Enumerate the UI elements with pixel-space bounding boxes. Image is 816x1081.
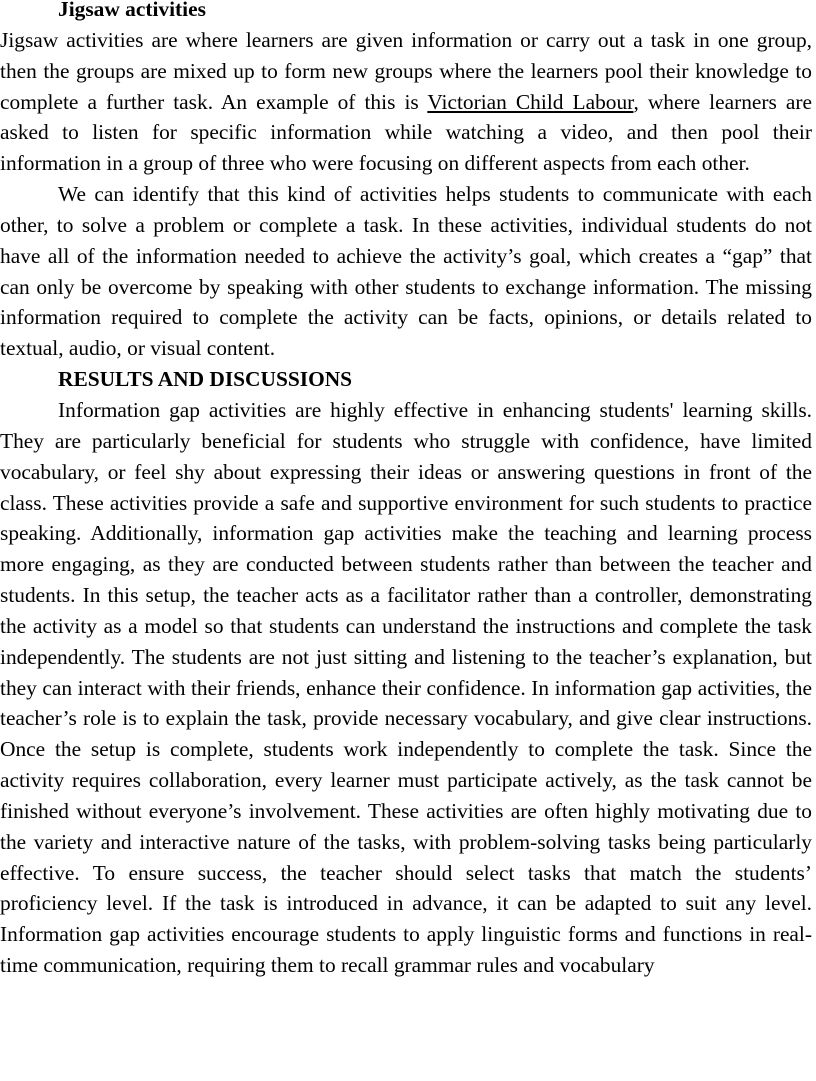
section-heading-results: RESULTS AND DISCUSSIONS bbox=[58, 367, 353, 392]
paragraph-jigsaw-benefits: We can identify that this kind of activities helps students to communicate with each other, to solve a problem or complete a task. In these activities, individual students do not have all of the information needed to achieve the activity’s goal, which creates a “gap” that can only be overcome by speaking with other students to exchange information. The missing information required to complete the activity can be facts, opinions, or details related to textual, audio, or visual content. bbox=[0, 182, 812, 361]
paragraph-results: Information gap activities are highly effective in enhancing students' learning skills. They are particularly beneficial for students who struggle with confidence, have limited vocabulary, or feel shy about expressing their ideas or answering questions in front of the class. These activities provide a safe and supportive environment for such students to practice speaking. Additionally, information gap activities make the teaching and learning process more engaging, as they are conducted between students rather than between the teacher and students. In this setup, the teacher acts as a facilitator rather than a controller, demonstrating the activity as a model so that students can understand the instructions and complete the task independently. The students are not just sitting and listening to the teacher’s explanation, but they can interact with their friends, enhance their confidence. In information gap activities, the teacher’s role is to explain the task, provide necessary vocabulary, and give clear instructions. Once the setup is complete, students work independently to complete the task. Since the activity requires collaboration, every learner must participate actively, as the task cannot be finished without everyone’s involvement. These activities are often highly motivating due to the variety and interactive nature of the tasks, with problem-solving tasks being particularly effective. To ensure success, the teacher should select tasks that match the students’ proficiency level. If the task is introduced in advance, it can be adapted to suit any level. Information gap activities encourage students to apply linguistic forms and functions in real-time communication, requiring them to recall grammar rules and vocabulary bbox=[0, 397, 812, 978]
paragraph-text: , where learners are asked to listen for specific information while watching a video, and then pool their information in a group of three who were focusing on different aspects from each other. bbox=[0, 89, 812, 176]
section-heading-jigsaw: Jigsaw activities bbox=[58, 0, 206, 21]
paragraph-text: Jigsaw activities are where learners are given information or carry out a task in one group, then the groups are mixed up to form new groups where the learners pool their knowledge to complete a further task. An example of this is bbox=[0, 27, 812, 114]
paragraph-jigsaw-definition bbox=[0, 25, 812, 179]
victorian-child-labour-link[interactable]: Victorian Child Labour bbox=[427, 89, 634, 114]
